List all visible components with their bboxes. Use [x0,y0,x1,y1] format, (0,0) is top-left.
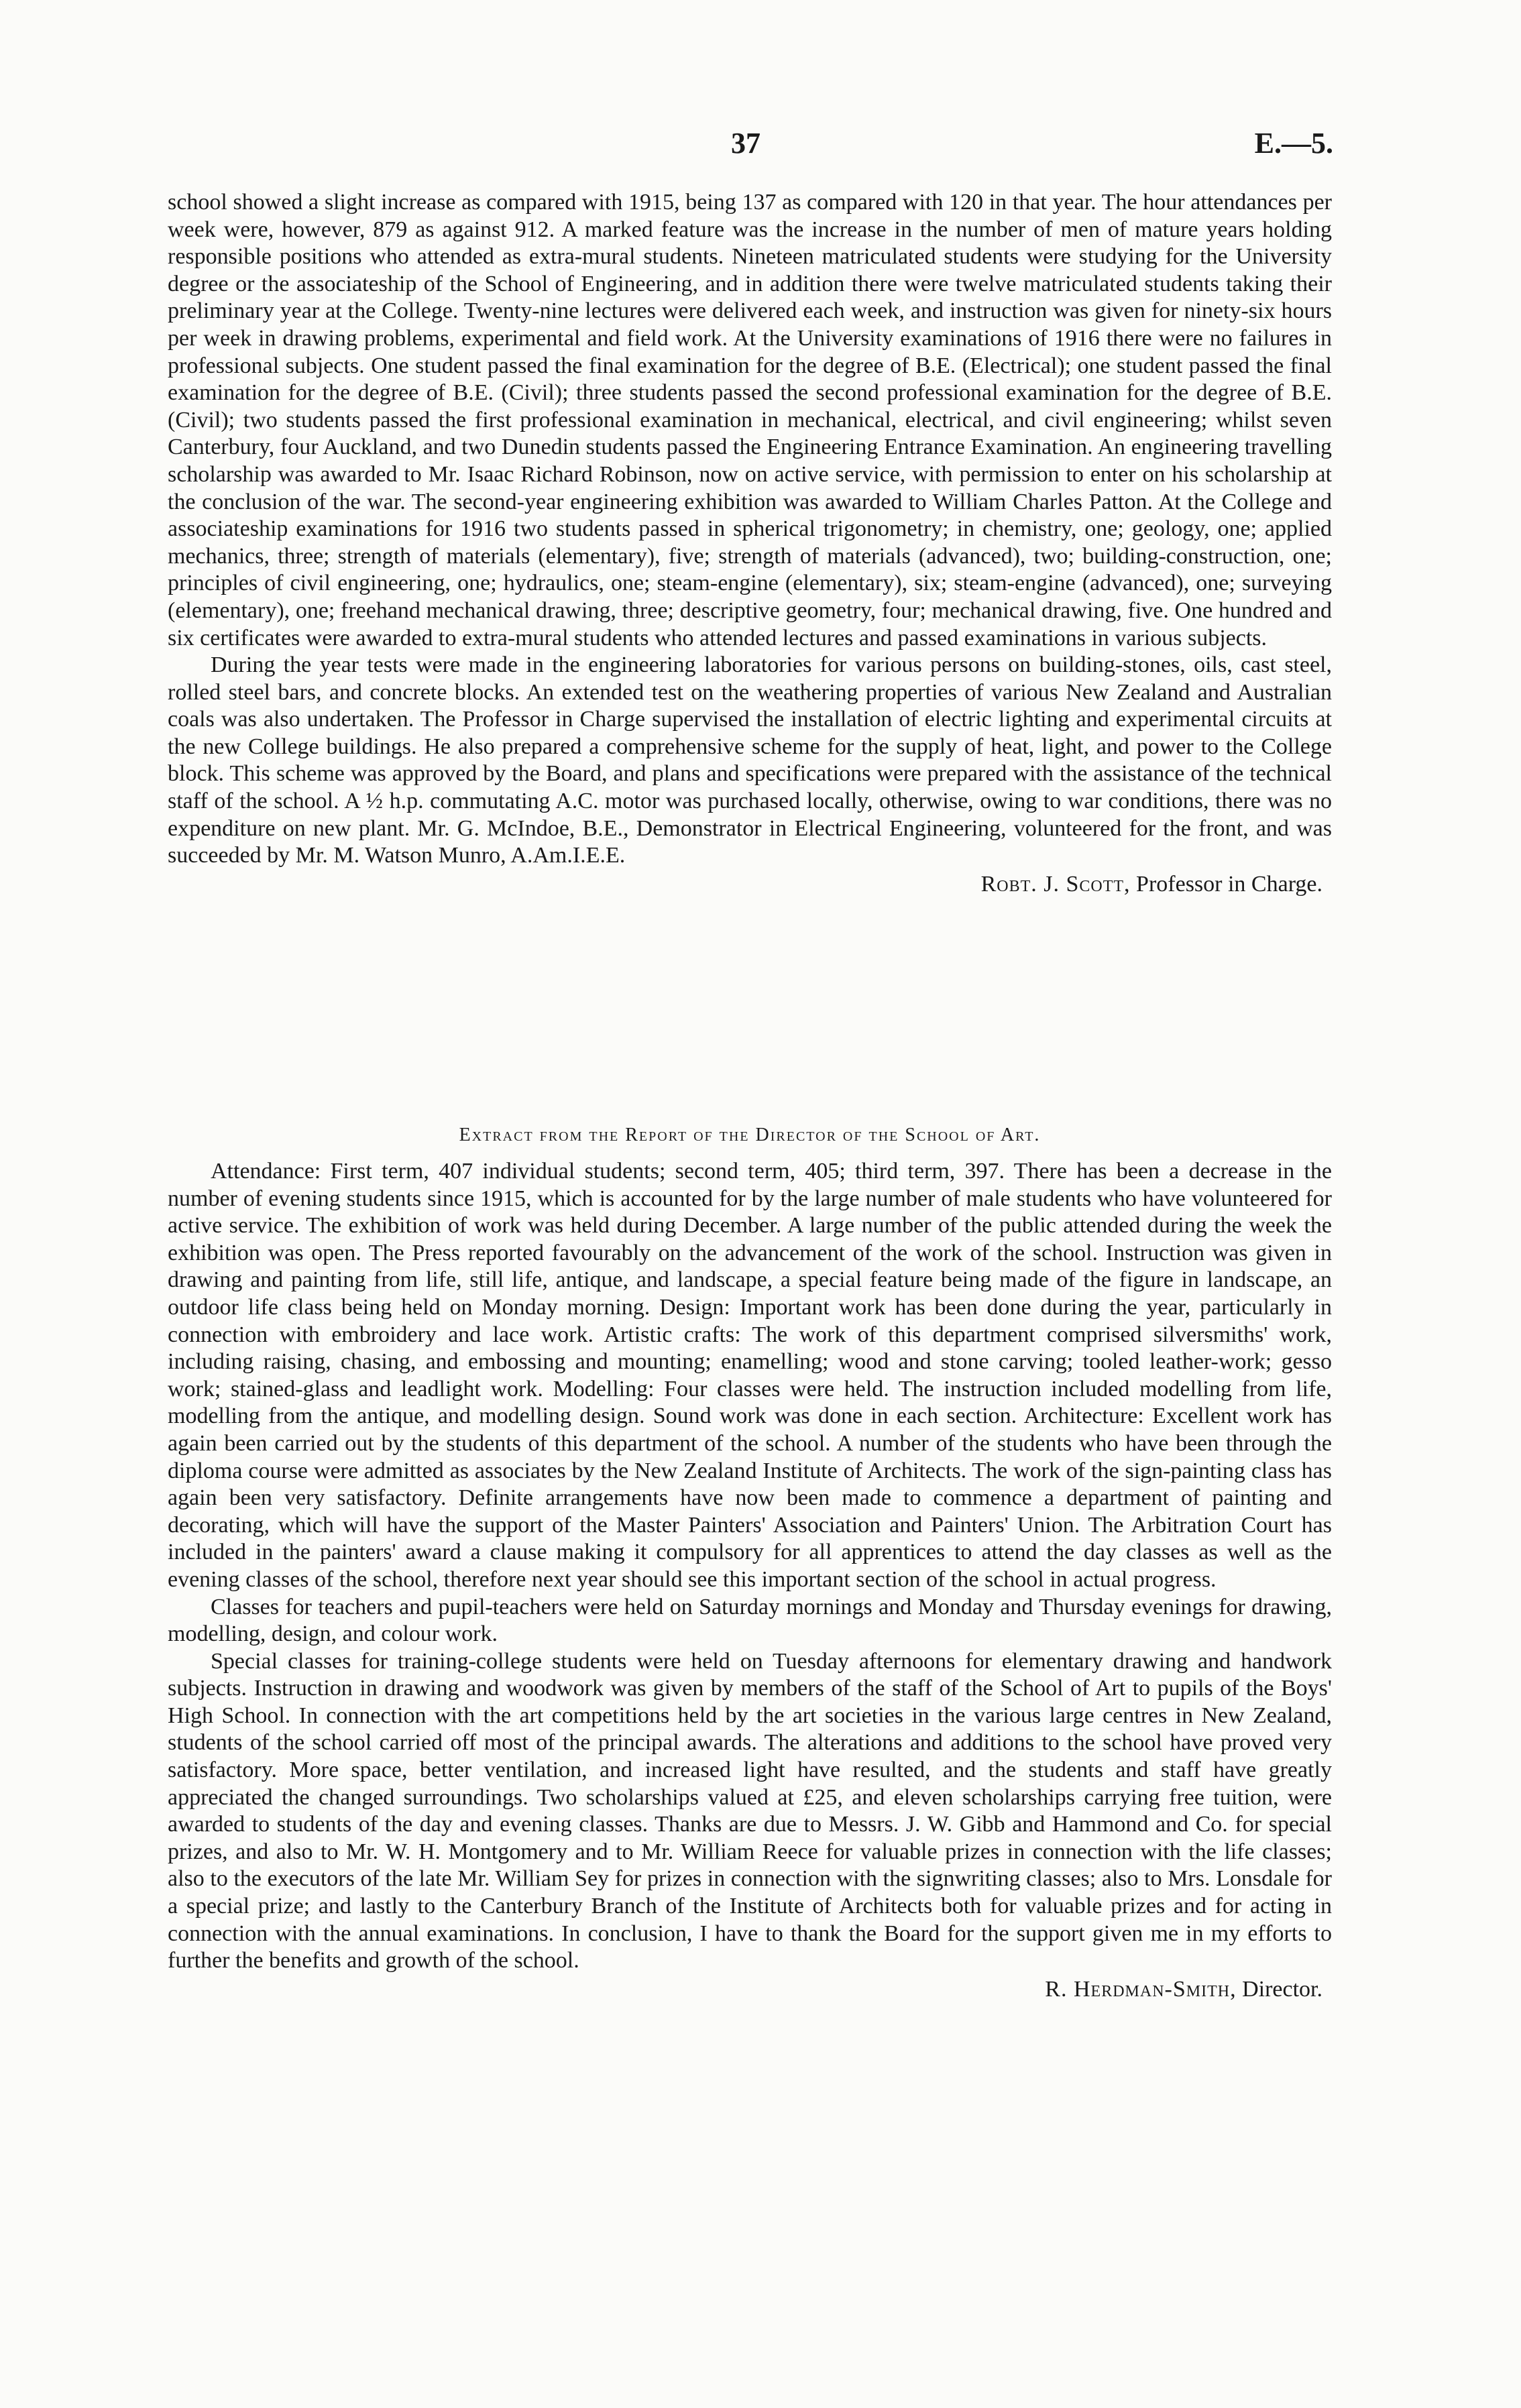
signature-name: R. Herdman-Smith, [1045,1976,1237,2002]
engineering-signature [168,871,1332,898]
engineering-report-section [168,189,1332,898]
art-paragraph-3: Special classes for training-college students were held on Tuesday afternoons for elementary drawing and handwork subjects. Instruction in drawing and woodwork was given by members of the staff of the School of Art to pupils of the Boys' High School. In connection with the art competitions held by the art societies in the various large centres in New Zealand, students of the school carried off most of the principal awards. The alterations and additions to the school have proved very satisfactory. More space, better ventilation, and increased light have resulted, and the students and staff have greatly appreciated the changed surroundings. Two scholarships valued at £25, and eleven scholarships carrying free tuition, were awarded to students of the day and evening classes. Thanks are due to Messrs. J. W. Gibb and Hammond and Co. for special prizes, and also to Mr. W. H. Montgomery and to Mr. William Reece for valuable prizes in connection with the life classes; also to the executors of the late Mr. William Sey for prizes in connection with the signwriting classes; also to Mrs. Lonsdale for a special prize; and lastly to the Canterbury Branch of the Institute of Architects both for valuable prizes and for acting in connection with the annual examinations. In conclusion, I have to thank the Board for the support given me in my efforts to further the benefits and growth of the school. [168,1648,1332,1973]
document-reference: E.—5. [1254,127,1333,160]
engineering-paragraph-2: During the year tests were made in the engineering laboratories for various persons on building-stones, oils, cast steel, rolled steel bars, and concrete blocks. An extended test on the weathering properties of various New Zealand and Australian coals was also undertaken. The Professor in Charge supervised the installation of electric lighting and experimental circuits at the new College buildings. He also prepared a comprehensive scheme for the supply of heat, light, and power to the College block. This scheme was approved by the Board, and plans and specifications were prepared with the assistance of the technical staff of the school. A ½ h.p. commutating A.C. motor was purchased locally, otherwise, owing to war conditions, there was no expenditure on new plant. Mr. G. McIndoe, B.E., Demonstrator in Electrical Engineering, volunteered for the front, and was succeeded by Mr. M. Watson Munro, A.Am.I.E.E. [168,652,1332,868]
page-number: 37 [731,127,760,160]
art-report-section [168,1125,1332,2003]
signature-title: Director. [1242,1976,1322,2002]
art-paragraph-2: Classes for teachers and pupil-teachers were held on Saturday mornings and Monday and Thursday evenings for drawing, modelling, design, and colour work. [168,1594,1332,1647]
art-signature [168,1976,1332,2003]
section-heading: Extract from the Report of the Director of the School of Art. [459,1125,1041,1145]
signature-title: Professor in Charge. [1136,871,1322,897]
signature-name: Robt. J. Scott, [980,871,1131,897]
engineering-paragraph-1: school showed a slight increase as compared with 1915, being 137 as compared with 120 in that year. The hour attendances per week were, however, 879 as against 912. A marked feature was the increase in the number of men of mature years holding responsible positions who attended as extra-mural students. Nineteen matriculated students were studying for the University degree or the associateship of the School of Engineering, and in addition there were twelve matriculated students taking their preliminary year at the College. Twenty-nine lectures were delivered each week, and instruction was given for ninety-six hours per week in drawing problems, experimental and field work. At the University examinations of 1916 there were no failures in professional subjects. One student passed the final examination for the degree of B.E. (Electrical); one student passed the final examination for the degree of B.E. (Civil); three students passed the second professional examination for the degree of B.E. (Civil); two students passed the first professional examination in mechanical, electrical, and civil engineering; whilst seven Canterbury, four Auckland, and two Dunedin students passed the Engineering Entrance Examination. An engineering travelling scholarship was awarded to Mr. Isaac Richard Robinson, now on active service, with permission to enter on his scholarship at the conclusion of the war. The second-year engineering exhibition was awarded to William Charles Patton. At the College and associateship examinations for 1916 two students passed in spherical trigonometry; in chemistry, one; geology, one; applied mechanics, three; strength of materials (elementary), five; strength of materials (advanced), two; building-construction, one; principles of civil engineering, one; hydraulics, one; steam-engine (elementary), six; steam-engine (advanced), one; surveying (elementary), one; freehand mechanical drawing, three; descriptive geometry, four; mechanical drawing, five. One hundred and six certificates were awarded to extra-mural students who attended lectures and passed examinations in various subjects. [168,190,1332,650]
art-paragraph-1: Attendance: First term, 407 individual students; second term, 405; third term, 397. There has been a decrease in the number of evening students since 1915, which is accounted for by the large number of male students who have volunteered for active service. The exhibition of work was held during December. A large number of the public attended during the week the exhibition was open. The Press reported favourably on the advancement of the work of the school. Instruction was given in drawing and painting from life, still life, antique, and landscape, a special feature being made of the figure in landscape, an outdoor life class being held on Monday morning. Design: Important work has been done during the year, particularly in connection with embroidery and lace work. Artistic crafts: The work of this department comprised silversmiths' work, including raising, chasing, and embossing and mounting; enamelling; wood and stone carving; tooled leather-work; gesso work; stained-glass and leadlight work. Modelling: Four classes were held. The instruction included modelling from life, modelling from the antique, and modelling design. Sound work was done in each section. Architecture: Excellent work has again been carried out by the students of this department of the school. A number of the students who have been through the diploma course were admitted as associates by the New Zealand Institute of Architects. The work of the sign-painting class has again been very satisfactory. Definite arrangements have now been made to commence a department of painting and decorating, which will have the support of the Master Painters' Association and Painters' Union. The Arbitration Court has included in the painters' award a clause making it compulsory for all apprentices to attend the day classes as well as the evening classes of the school, therefore next year should see this important section of the school in actual progress. [168,1159,1332,1592]
